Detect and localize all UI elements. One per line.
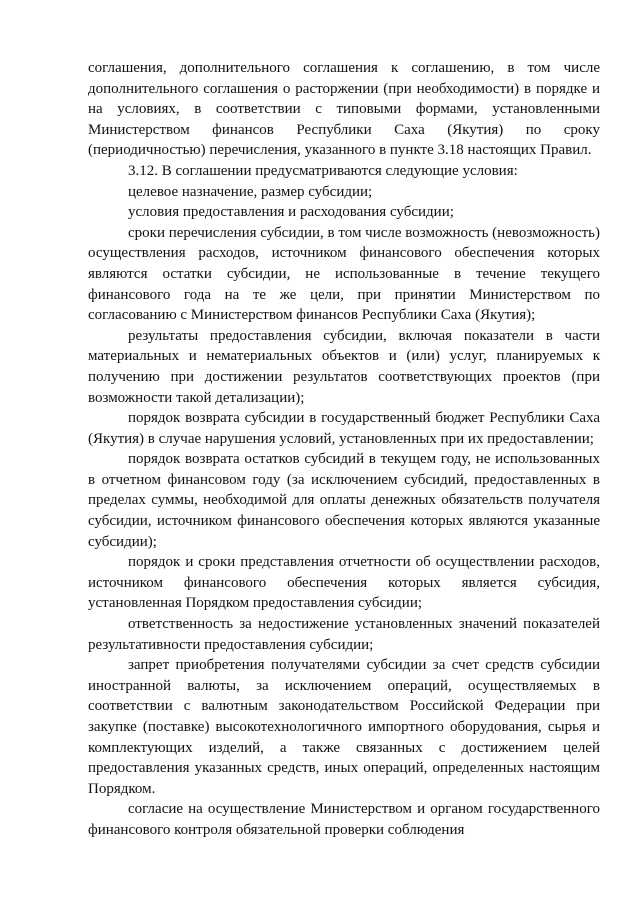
document-page	[88, 58, 600, 841]
paragraph-clause-3-12: 3.12. В соглашении предусматриваются следующие условия:	[128, 162, 518, 179]
paragraph-condition-remainders: порядок возврата остатков субсидий в текущем году, не использованных в отчетном финансовом году (за исключением субсидий, предоставленных в пределах суммы, необходимой для оплаты денежных обязательств получателя субсидии, источником финансового обеспечения которых являются указанные субсидии);	[88, 451, 600, 550]
paragraph-condition-liability: ответственность за недостижение установленных значений показателей результативности предоставления субсидии;	[88, 616, 600, 653]
paragraph-condition-deadlines: сроки перечисления субсидии, в том числе возможность (невозможность) осуществления расходов, источником финансового обеспечения которых являются остатки субсидии, не использованные в течение текущего финансового года на те же цели, при принятии Министерством по согласованию с Министерством финансов Республики Саха (Якутия);	[88, 224, 600, 324]
paragraph-condition-results: результаты предоставления субсидии, включая показатели в части материальных и нематериальных объектов и (или) услуг, планируемых к получению при достижении результатов соответствующих проектов (при возможности такой детализации);	[88, 327, 600, 406]
paragraph-condition-reporting: порядок и сроки представления отчетности об осуществлении расходов, источником финансового обеспечения которых является субсидия, установленная Порядком предоставления субсидии;	[88, 554, 600, 612]
paragraph-condition-purpose: целевое назначение, размер субсидии;	[128, 183, 373, 200]
paragraph-condition-consent: согласие на осуществление Министерством и органом государственного финансового контроля обязательной проверки соблюдения	[88, 801, 600, 838]
paragraph-condition-currency-ban: запрет приобретения получателями субсидии за счет средств субсидии иностранной валюты, за исключением операций, осуществляемых в соответствии с валютным законодательством Российской Федерации при закупке (поставке) высокотехнологичного импортного оборудования, сырья и комплектующих изделий, а также связанных с достижением целей предоставления указанных средств, иных операций, определенных настоящим Порядком.	[88, 657, 600, 797]
paragraph-condition-return: порядок возврата субсидии в государственный бюджет Республики Саха (Якутия) в случае нарушения условий, установленных при их предоставлении;	[88, 410, 600, 447]
paragraph-condition-terms: условия предоставления и расходования субсидии;	[128, 204, 454, 221]
paragraph-continuation: соглашения, дополнительного соглашения к соглашению, в том числе дополнительного соглашения о расторжении (при необходимости) в порядке и на условиях, в соответствии с типовыми формами, установленными Министерством финансов Республики Саха (Якутия) по сроку (периодичностью) перечисления, указанного в пункте 3.18 настоящих Правил.	[88, 60, 600, 159]
